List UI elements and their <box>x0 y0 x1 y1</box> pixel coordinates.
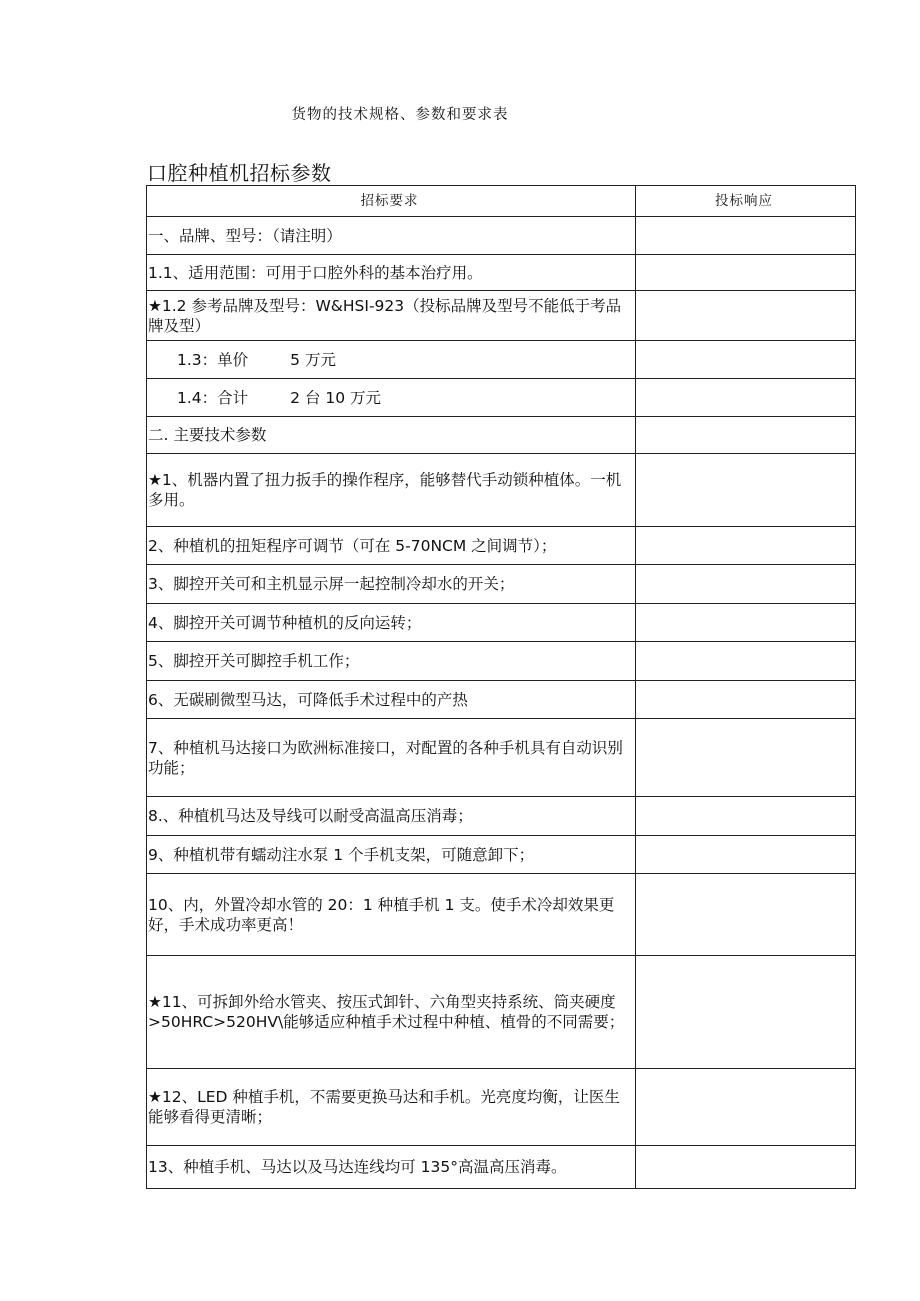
table-row <box>147 1069 856 1146</box>
requirement-cell <box>147 379 636 417</box>
response-cell[interactable] <box>636 255 856 291</box>
header-requirement: 招标要求 <box>147 186 636 217</box>
requirement-cell <box>147 341 636 379</box>
table-row <box>147 642 856 681</box>
response-cell[interactable] <box>636 1146 856 1189</box>
table-header-row <box>147 186 856 217</box>
requirement-cell: 二. 主要技术参数 <box>147 417 636 454</box>
response-cell[interactable] <box>636 681 856 719</box>
table-row <box>147 797 856 836</box>
price-label: 1.3：单价 <box>177 350 249 369</box>
response-cell[interactable] <box>636 527 856 565</box>
requirements-table <box>146 185 856 1189</box>
requirement-cell: 9、种植机带有蠕动注水泵 1 个手机支架，可随意卸下； <box>147 836 636 874</box>
requirement-cell: ★11、可拆卸外给水管夹、按压式卸针、六角型夹持系统、筒夹硬度>50HRC>520HV\能够适应种植手术过程中种植、植骨的不同需要； <box>147 956 636 1069</box>
requirement-cell: 4、脚控开关可调节种植机的反向运转； <box>147 604 636 642</box>
response-cell[interactable] <box>636 1069 856 1146</box>
requirement-cell: 8.、种植机马达及导线可以耐受高温高压消毒； <box>147 797 636 836</box>
table-row <box>147 1146 856 1189</box>
requirement-cell: 10、内，外置冷却水管的 20：1 种植手机 1 支。使手术冷却效果更好，手术成功率更高！ <box>147 874 636 956</box>
requirement-cell: 一、品牌、型号：（请注明） <box>147 217 636 255</box>
requirement-cell: 13、种植手机、马达以及马达连线均可 135°高温高压消毒。 <box>147 1146 636 1189</box>
response-cell[interactable] <box>636 291 856 341</box>
total-value: 2 台 10 万元 <box>290 388 382 407</box>
table-row <box>147 836 856 874</box>
table-row <box>147 217 856 255</box>
table-row <box>147 379 856 417</box>
response-cell[interactable] <box>636 956 856 1069</box>
requirement-cell: 5、脚控开关可脚控手机工作； <box>147 642 636 681</box>
response-cell[interactable] <box>636 565 856 604</box>
table-row <box>147 527 856 565</box>
requirement-cell: 7、种植机马达接口为欧洲标准接口，对配置的各种手机具有自动识别功能； <box>147 719 636 797</box>
response-cell[interactable] <box>636 379 856 417</box>
table-row <box>147 681 856 719</box>
response-cell[interactable] <box>636 797 856 836</box>
document-title: 货物的技术规格、参数和要求表 <box>291 107 509 123</box>
table-caption: 口腔种植机招标参数 <box>147 161 332 185</box>
response-cell[interactable] <box>636 341 856 379</box>
table-row <box>147 719 856 797</box>
table-row <box>147 874 856 956</box>
requirement-cell: 1.1、适用范围：可用于口腔外科的基本治疗用。 <box>147 255 636 291</box>
requirement-cell: ★1、机器内置了扭力扳手的操作程序，能够替代手动锁种植体。一机多用。 <box>147 454 636 527</box>
total-label: 1.4：合计 <box>177 388 249 407</box>
table-row <box>147 454 856 527</box>
requirement-cell: 2、种植机的扭矩程序可调节（可在 5-70NCM 之间调节）； <box>147 527 636 565</box>
table-row <box>147 341 856 379</box>
table-row <box>147 956 856 1069</box>
price-value: 5 万元 <box>290 350 336 369</box>
response-cell[interactable] <box>636 642 856 681</box>
requirement-cell: ★1.2 参考品牌及型号：W&HSI-923（投标品牌及型号不能低于考品牌及型） <box>147 291 636 341</box>
table-row <box>147 417 856 454</box>
requirement-cell: ★12、LED 种植手机，不需要更换马达和手机。光亮度均衡，让医生能够看得更清晰； <box>147 1069 636 1146</box>
response-cell[interactable] <box>636 836 856 874</box>
table-row <box>147 604 856 642</box>
header-response: 投标响应 <box>636 186 856 217</box>
response-cell[interactable] <box>636 417 856 454</box>
table-row <box>147 255 856 291</box>
requirement-cell: 3、脚控开关可和主机显示屏一起控制冷却水的开关； <box>147 565 636 604</box>
response-cell[interactable] <box>636 719 856 797</box>
response-cell[interactable] <box>636 604 856 642</box>
response-cell[interactable] <box>636 874 856 956</box>
response-cell[interactable] <box>636 454 856 527</box>
table-row <box>147 291 856 341</box>
table-row <box>147 565 856 604</box>
response-cell[interactable] <box>636 217 856 255</box>
requirement-cell: 6、无碳刷微型马达，可降低手术过程中的产热 <box>147 681 636 719</box>
